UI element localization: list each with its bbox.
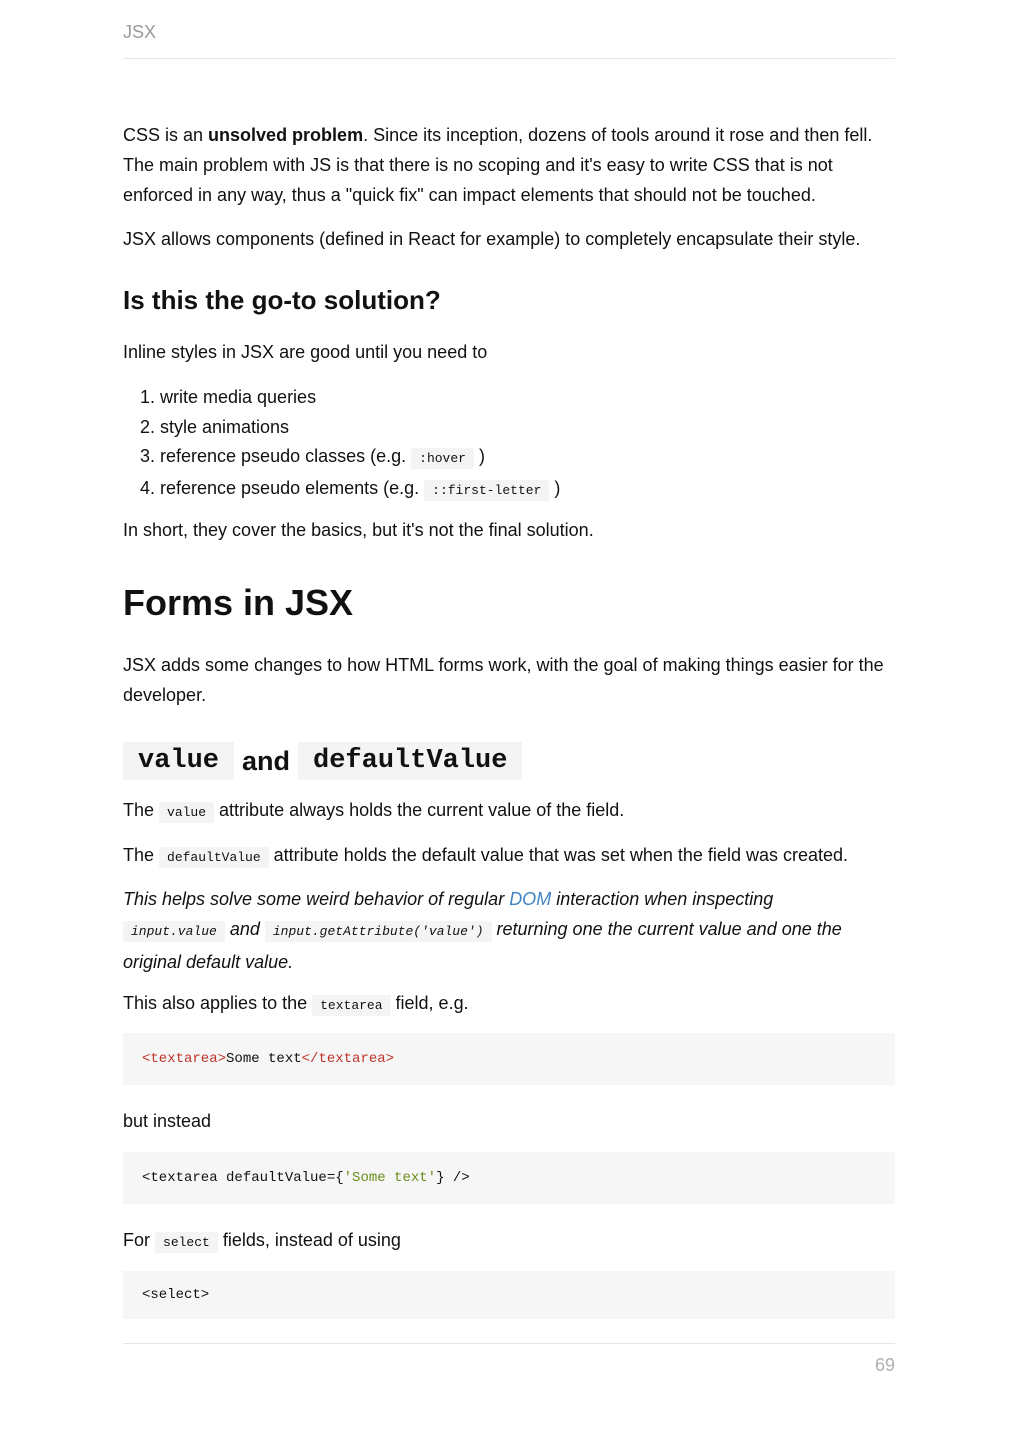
select-paragraph: For select fields, instead of using: [123, 1225, 895, 1258]
header-divider: [123, 58, 895, 59]
goto-lead: Inline styles in JSX are good until you need to: [123, 342, 488, 362]
dom-note-paragraph: This helps solve some weird behavior of regular DOM interaction when inspecting input.value and input.getAttribute('value') returning one the current value and one the original default value.: [123, 889, 842, 972]
inline-code: ::first-letter: [424, 480, 549, 501]
heading-and: and: [242, 745, 291, 776]
inline-code: :hover: [411, 448, 474, 469]
but-instead: but instead: [123, 1111, 212, 1131]
inline-code: select: [155, 1232, 218, 1253]
code-block-textarea: <textarea> Some text </textarea>: [123, 1033, 895, 1085]
intro-paragraph-1: CSS is an unsolved problem. Since its inception, dozens of tools around it rose and then fell. The main problem with JS is that there is no scoping and it's easy to write CSS that is not enforced in any way, thus a "quick fix" can impact elements that should not be touched.: [123, 125, 873, 205]
list-item: 3. reference pseudo classes (e.g. :hover ): [160, 442, 932, 474]
inline-code: input.getAttribute('value'): [265, 921, 492, 942]
page-number: 69: [874, 1355, 895, 1375]
inline-code: input.value: [123, 921, 225, 942]
heading-goto-solution: Is this the go-to solution?: [123, 285, 441, 315]
code-block-defaultvalue: <textarea defaultValue={ 'Some text' } />: [123, 1152, 895, 1204]
textarea-paragraph: This also applies to the textarea field, e.g.: [123, 988, 895, 1021]
code-block-select: <select>: [123, 1271, 895, 1319]
dom-link[interactable]: DOM: [509, 889, 552, 909]
list-item: 2. style animations: [160, 413, 932, 443]
heading-value-defaultvalue: [123, 742, 895, 780]
list-item: 4. reference pseudo elements (e.g. ::first-letter ): [160, 474, 932, 506]
inline-code: textarea: [312, 995, 390, 1016]
heading-forms-in-jsx: Forms in JSX: [123, 582, 354, 623]
inline-code: defaultValue: [159, 847, 269, 868]
value-paragraph: The value attribute always holds the current value of the field.: [123, 795, 895, 828]
footer-divider: [123, 1343, 895, 1344]
goto-summary: In short, they cover the basics, but it's not the final solution.: [123, 520, 594, 540]
goto-list: [123, 383, 932, 505]
heading-code-defaultvalue: defaultValue: [298, 742, 522, 780]
forms-intro: JSX adds some changes to how HTML forms work, with the goal of making things easier for the developer.: [123, 655, 884, 705]
running-header: JSX: [123, 22, 157, 42]
intro-paragraph-2: JSX allows components (defined in React for example) to completely encapsulate their style.: [123, 229, 861, 249]
defaultvalue-paragraph: The defaultValue attribute holds the default value that was set when the field was created.: [123, 840, 895, 873]
heading-code-value: value: [123, 742, 234, 780]
list-item: 1. write media queries: [160, 383, 932, 413]
inline-code: value: [159, 802, 214, 823]
